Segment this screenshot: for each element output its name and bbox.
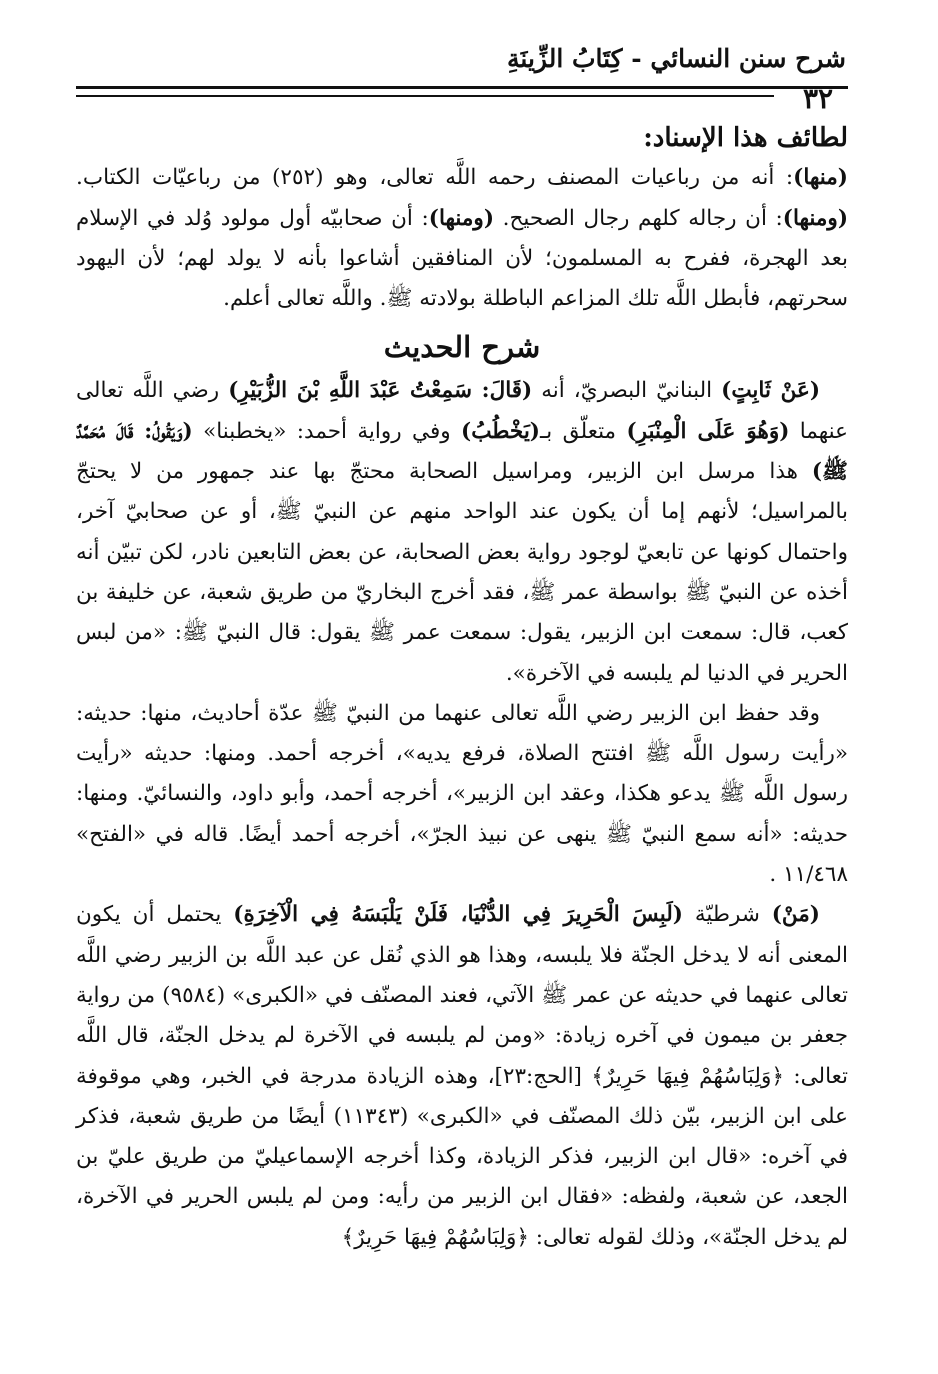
isnad-paragraph bbox=[76, 158, 848, 319]
bold-text-run: (قَالَ: سَمِعْتُ عَبْدَ اللَّهِ بْنَ الزُّبَيْرِ) bbox=[228, 378, 533, 404]
bold-text-run: (وَيَقُولُ: قَالَ مُحَمَّدٌ ﷺ) bbox=[76, 418, 848, 485]
section-heading-sharh: شرح الحديث bbox=[383, 330, 541, 365]
text-run: : أن صحابيّه أول مولود وُلد في الإسلام بعد الهجرة، ففرح به المسلمون؛ لأن المنافقين أشاعوا بأنه لا يولد لهم؛ لأن اليهود سحرتهم، فأبطل اللَّه تلك المزاعم الباطلة بولادته ﷺ. واللَّه تعالى أعلم. bbox=[76, 205, 848, 312]
bold-text-run: (عَنْ ثَابِتٍ) bbox=[721, 378, 821, 404]
bold-text-run: (وَهُوَ عَلَى الْمِنْبَرِ) bbox=[626, 418, 790, 444]
text-run: رضي اللَّه تعالى عنهما bbox=[76, 378, 848, 444]
text-run: شرطيّة bbox=[682, 902, 772, 928]
text-run: وفي رواية أحمد: «يخطبنا» bbox=[192, 418, 462, 444]
bold-text-run: (ومنها) bbox=[782, 205, 848, 231]
text-run: وقد حفظ ابن الزبير رضي اللَّه تعالى عنهما من النبيّ ﷺ عدّة أحاديث، منها: حديثه: «رأيت رسول اللَّه ﷺ افتتح الصلاة، فرفع يديه»، أخرجه أحمد. ومنها: حديثه «رأيت رسول اللَّه ﷺ يدعو هكذا، وعقد ابن الزبير»، أخرجه أحمد، وأبو داود، والنسائيّ. ومنها: حديثه: «أنه سمع النبيّ ﷺ ينهى عن نبيذ الجرّ»، أخرجه أحمد أيضًا. قاله في «الفتح» ١١/٤٦٨ . bbox=[76, 700, 848, 888]
text-run: : أنه من رباعيات المصنف رحمه اللَّه تعالى، وهو (٢٥٢) من رباعيّات الكتاب. bbox=[76, 165, 794, 191]
text-run: هذا مرسل ابن الزبير، ومراسيل الصحابة محتجّ بها عند جمهور من لا يحتجّ بالمراسيل؛ لأنهم إما أن يكون عند الواحد منهم عن النبيّ ﷺ، أو عن صحابيّ آخر، واحتمال كونها عن تابعيّ لوجود رواية بعض الصحابة، عن بعض التابعين نادر، لكن تبيّن أنه أخذه عن النبيّ ﷺ بواسطة عمر ﷺ، فقد أخرج البخاريّ من طريق شعبة، عن خليفة بن كعب، قال: سمعت ابن الزبير، يقول: سمعت عمر ﷺ يقول: قال النبيّ ﷺ: «من لبس الحرير في الدنيا لم يلبسه في الآخرة». bbox=[76, 459, 848, 686]
section-heading-isnad: لطائف هذا الإسناد: bbox=[643, 123, 848, 153]
text-run: البنانيّ البصريّ، أنه bbox=[532, 378, 722, 404]
page-body bbox=[76, 118, 848, 1258]
bold-text-run: (ومنها) bbox=[428, 205, 494, 231]
text-run: يحتمل أن يكون المعنى أنه لا يدخل الجنّة فلا يلبسه، وهذا هو الذي نُقل عن عبد اللَّه بن الزبير رضي اللَّه تعالى عنهما في حديثه عن عمر ﷺ الآتي، فعند المصنّف في «الكبرى» (٩٥٨٤) من رواية جعفر بن ميمون في آخره زيادة: «ومن لم يلبسه في الآخرة لم يدخل الجنّة، قال اللَّه تعالى: ﴿وَلِبَاسُهُمْ فِيهَا حَرِيرٌ﴾ [الحج:٢٣]، وهذه الزيادة مدرجة في الخبر، وهي موقوفة على ابن الزبير، بيّن ذلك المصنّف في «الكبرى» (١١٣٤٣) أيضًا من طريق شعبة، فذكر في آخره: «قال ابن الزبير، فذكر الزيادة، وكذا أخرجه الإسماعيليّ من طريق عليّ بن الجعد، عن شعبة، ولفظه: «فقال ابن الزبير من رأيه: ومن لم يلبس الحرير في الآخرة، لم يدخل الجنّة»، وذلك لقوله تعالى: ﴿وَلِبَاسُهُمْ فِيهَا حَرِيرٌ﴾ bbox=[76, 902, 849, 1250]
bold-text-run: (مَنْ) bbox=[771, 902, 820, 928]
page-number: ٣٢ bbox=[802, 82, 834, 115]
sharh-paragraph-1 bbox=[76, 371, 848, 693]
text-run: : أن رجاله كلهم رجال الصحيح. bbox=[494, 205, 783, 231]
bold-text-run: (يَخْطُبُ) bbox=[461, 418, 540, 444]
sharh-paragraph-3 bbox=[76, 895, 848, 1258]
text-run: متعلّق بـ bbox=[539, 418, 627, 444]
bold-text-run: (منها) bbox=[793, 165, 848, 191]
running-title: شرح سنن النسائي - كِتَابُ الزِّينَةِ bbox=[507, 44, 846, 73]
sharh-paragraph-2 bbox=[76, 694, 848, 895]
header-rule-top bbox=[76, 86, 848, 89]
header-rule-bottom bbox=[76, 95, 774, 97]
bold-text-run: (لَبِسَ الْحَرِيرَ فِي الدُّنْيَا، فَلَنْ يَلْبَسَهُ فِي الْآخِرَةِ) bbox=[233, 902, 683, 928]
